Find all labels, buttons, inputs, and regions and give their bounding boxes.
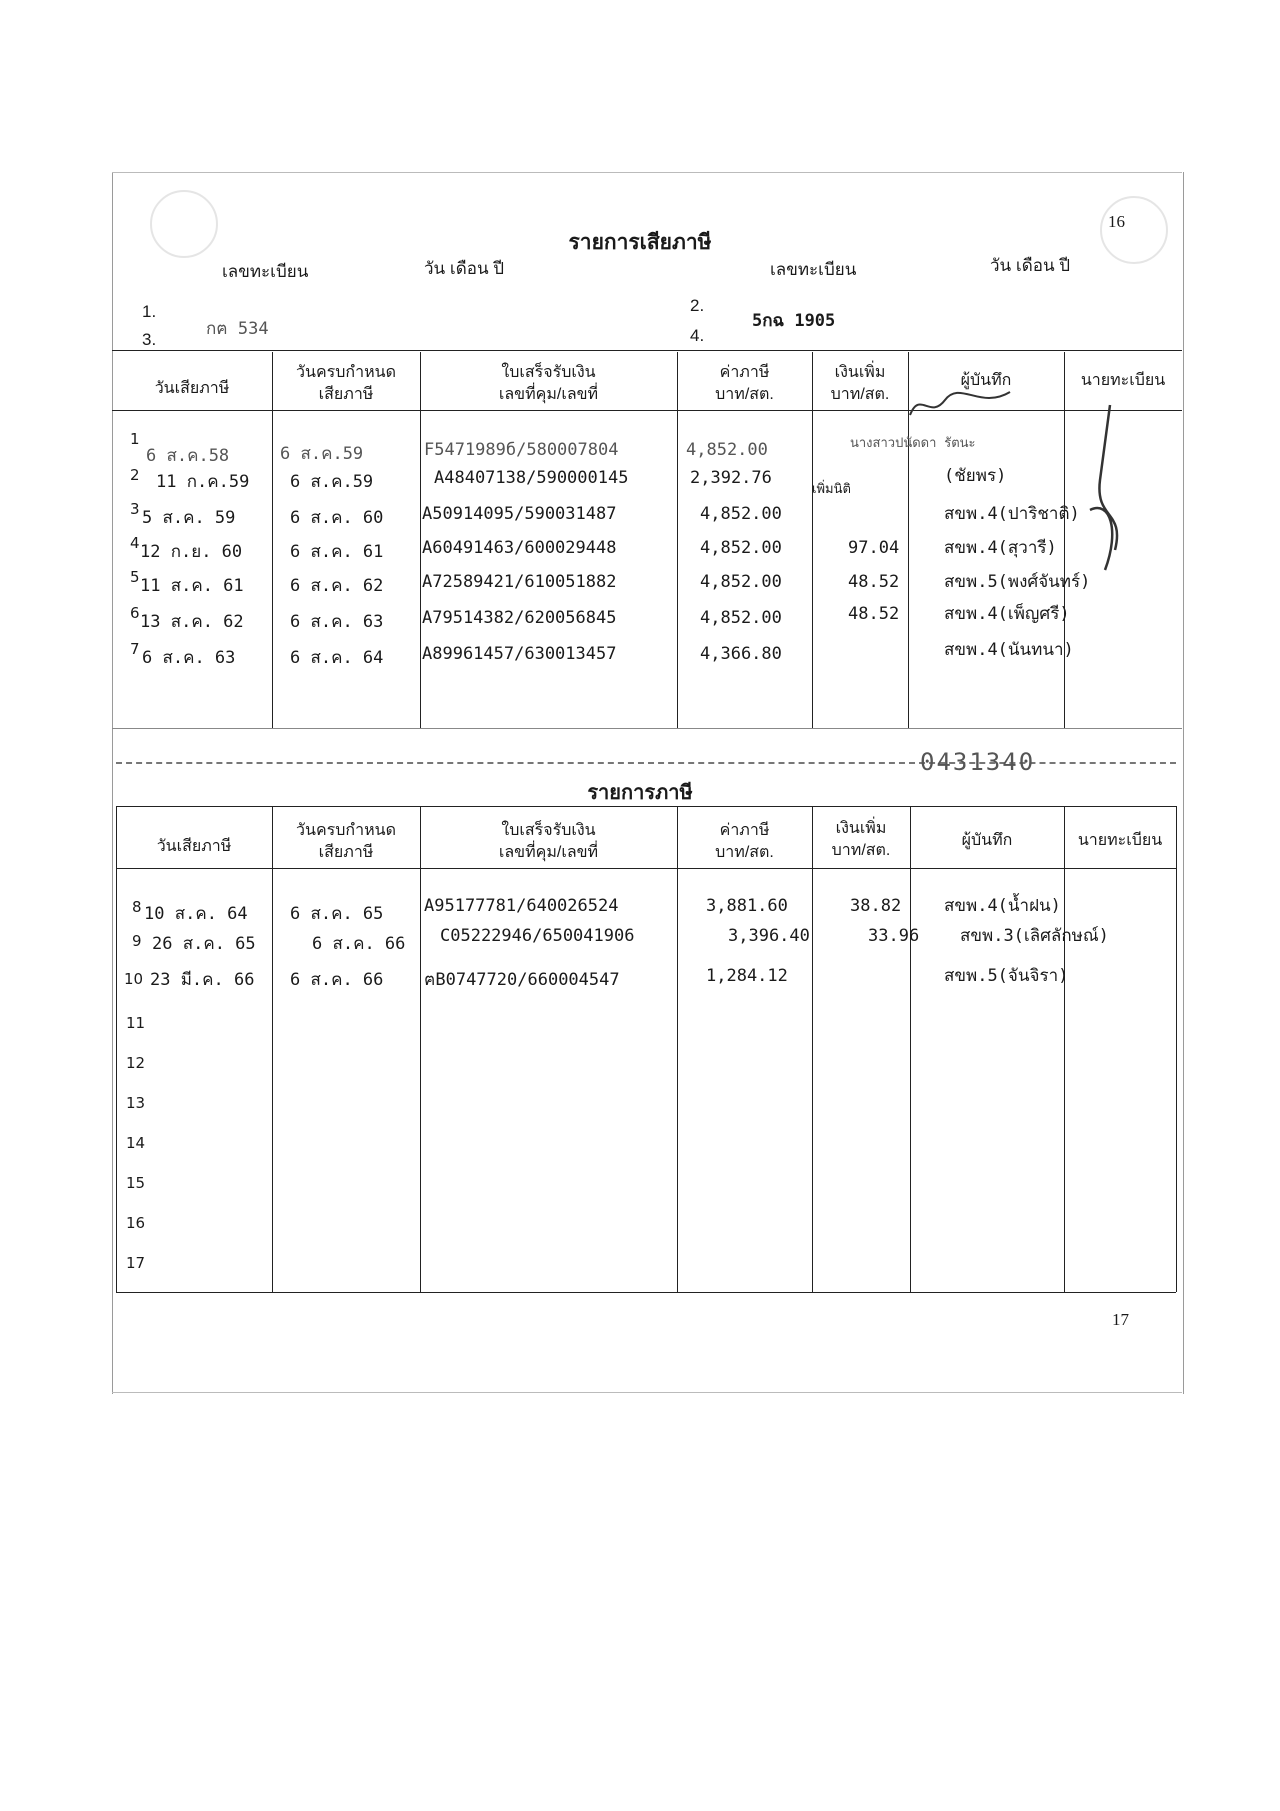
row-number: 6 — [130, 604, 140, 622]
plate-no-4: 4. — [690, 326, 705, 345]
header-surcharge-2: เงินเพิ่ม บาท/สต. — [831, 820, 891, 859]
signature-mark — [900, 380, 1020, 430]
table1-col-divider — [272, 352, 273, 728]
row-number: 12 — [126, 1054, 146, 1072]
plate-no-1: 1. — [142, 302, 157, 321]
receipt-cell: A60491463/600029448 — [422, 538, 617, 558]
left-date-label: วัน เดือน ปี — [424, 259, 505, 278]
plate-no-2: 2. — [690, 296, 705, 315]
header-registrar: นายทะเบียน — [1080, 372, 1166, 389]
header-tax-2: ค่าภาษี บาท/สต. — [715, 822, 774, 861]
due-date-cell: 6 ส.ค. 66 — [290, 970, 384, 990]
table2-left-border — [116, 806, 117, 1292]
header-tax: ค่าภาษี บาท/สต. — [715, 364, 774, 403]
receipt-cell: F5471989б/580007804 — [424, 440, 619, 460]
pay-date-cell: 12 ก.ย. 60 — [140, 542, 243, 562]
tax-cell: 3,881.60 — [706, 896, 788, 916]
surcharge-cell: 97.04 — [848, 538, 900, 558]
header-registrar-2: นายทะเบียน — [1077, 832, 1163, 849]
row-number: 1 — [130, 430, 140, 448]
pay-date-cell: 5 ส.ค. 59 — [142, 508, 236, 528]
row-number: 5 — [130, 568, 140, 586]
header-pay-date: วันเสียภาษี — [154, 380, 230, 397]
right-reg-label: เลขทะเบียน — [770, 260, 857, 279]
pay-date-cell: 6 ส.ค.58 — [146, 446, 230, 466]
tax-list-title-2: รายการภาษี — [587, 782, 693, 804]
row-number: 13 — [126, 1094, 146, 1112]
recorder-cell: สขพ.5(จันจิรา) — [944, 966, 1069, 986]
due-date-cell: 6 ส.ค. 64 — [290, 648, 384, 668]
page-number-top: 16 — [1108, 212, 1125, 231]
table2-col-divider — [420, 806, 421, 1292]
page-number-bottom: 17 — [1112, 1310, 1129, 1329]
tax-cell: 4,366.80 — [700, 644, 782, 664]
row-number: 8 — [132, 898, 142, 916]
recorder-cell: สขพ.4(สุวารี) — [944, 538, 1057, 558]
row-number: 3 — [130, 500, 140, 518]
table1-col-divider — [420, 352, 421, 728]
table2-col-divider — [677, 806, 678, 1292]
tax-cell: 4,852.00 — [700, 538, 782, 558]
tax-cell: 2,392.76 — [690, 468, 772, 488]
due-date-cell: 6 ส.ค.59 — [280, 444, 364, 464]
perforation-number: 0431340 — [920, 748, 1036, 776]
row-number: 17 — [126, 1254, 146, 1272]
tax-cell: 3,396.40 — [728, 926, 810, 946]
table1-col-divider — [1064, 352, 1065, 728]
recorder-cell: สขพ.4(ปาริชาติ) — [944, 504, 1080, 524]
seal-watermark — [150, 190, 218, 258]
receipt-cell: A95177781/640026524 — [424, 896, 619, 916]
table2-top-border — [116, 806, 1176, 807]
table2-right-border — [1176, 806, 1177, 1292]
header-receipt-2: ใบเสร็จรับเงิน เลขที่คุม/เลขที่ — [498, 822, 599, 861]
surcharge-cell: 38.82 — [850, 896, 902, 916]
due-date-cell: 6 ส.ค. 63 — [290, 612, 384, 632]
pay-date-cell: 6 ส.ค. 63 — [142, 648, 236, 668]
surcharge-cell: 33.96 — [868, 926, 920, 946]
recorder-cell: (ชัยพร) — [944, 466, 1007, 486]
tax-cell: 4,852.00 — [700, 572, 782, 592]
surcharge-cell: เพิ่มนิติ — [812, 482, 851, 497]
receipt-cell: ฅB0747720/660004547 — [424, 970, 620, 990]
tax-list-title: รายการเสียภาษี — [568, 231, 712, 254]
recorder-cell: สขพ.4(น้ำฝน) — [944, 896, 1061, 916]
due-date-cell: 6 ส.ค. 62 — [290, 576, 384, 596]
pay-date-cell: 11 ก.ค.59 — [156, 472, 250, 492]
left-reg-label: เลขทะเบียน — [222, 262, 309, 281]
header-due-date: วันครบกำหนด เสียภาษี — [296, 364, 396, 403]
table1-top-border — [112, 350, 1182, 351]
header-due-date-2: วันครบกำหนด เสียภาษี — [296, 822, 396, 861]
sheet-bottom-edge — [112, 1392, 1182, 1393]
table1-col-divider — [677, 352, 678, 728]
pay-date-cell: 10 ส.ค. 64 — [144, 904, 248, 924]
header-recorder: ผู้บันทึก — [960, 372, 1012, 389]
row-number: 15 — [126, 1174, 146, 1192]
header-pay-date-2: วันเสียภาษี — [156, 838, 232, 855]
row-number: 7 — [130, 640, 140, 658]
recorder-cell: สขพ.4(นันทนา) — [944, 640, 1074, 660]
table2-header-border — [116, 868, 1176, 869]
plate-no-3: 3. — [142, 330, 157, 349]
table2-col-divider — [272, 806, 273, 1292]
receipt-cell: A79514382/620056845 — [422, 608, 617, 628]
recorder-cell: นางสาวปนัดดา รัตนะ — [850, 436, 976, 451]
surcharge-cell: 48.52 — [848, 572, 900, 592]
row-number: 2 — [130, 466, 140, 484]
row-number: 14 — [126, 1134, 146, 1152]
pay-date-cell: 13 ส.ค. 62 — [140, 612, 244, 632]
due-date-cell: 6 ส.ค. 60 — [290, 508, 384, 528]
table1-col-divider — [812, 352, 813, 728]
receipt-cell: A89961457/630013457 — [422, 644, 617, 664]
table2-col-divider — [910, 806, 911, 1292]
table2-bottom-border — [116, 1292, 1176, 1293]
header-recorder-2: ผู้บันทึก — [961, 832, 1013, 849]
pay-date-cell: 23 มี.ค. 66 — [150, 970, 255, 990]
row-number: 16 — [126, 1214, 146, 1232]
recorder-cell: สขพ.3(เลิศลักษณ์) — [960, 926, 1109, 946]
table2-col-divider — [1064, 806, 1065, 1292]
right-date-label: วัน เดือน ปี — [990, 256, 1071, 275]
row-number: 4 — [130, 534, 140, 552]
plate-value-1: กฅ 534 — [206, 319, 269, 339]
plate-value-2: 5กฉ 1905 — [752, 311, 836, 331]
registrar-signature-mark — [1080, 400, 1140, 580]
tax-cell: 4,852.00 — [686, 440, 768, 460]
tax-cell: 4,852.00 — [700, 608, 782, 628]
due-date-cell: 6 ส.ค. 66 — [312, 934, 406, 954]
table2-col-divider — [812, 806, 813, 1292]
recorder-cell: สขพ.5(พงศ์จันทร์) — [944, 572, 1091, 592]
sheet-top-edge — [112, 172, 1182, 173]
receipt-cell: C05222946/650041906 — [440, 926, 635, 946]
receipt-cell: A48407138/590000145 — [434, 468, 629, 488]
row-number: 10 — [124, 970, 144, 988]
due-date-cell: 6 ส.ค. 61 — [290, 542, 384, 562]
header-receipt: ใบเสร็จรับเงิน เลขที่คุม/เลขที่ — [498, 364, 599, 403]
row-number: 9 — [132, 932, 142, 950]
pay-date-cell: 11 ส.ค. 61 — [140, 576, 244, 596]
table1-bottom-border — [112, 728, 1182, 729]
header-surcharge: เงินเพิ่ม บาท/สต. — [830, 364, 890, 403]
surcharge-cell: 48.52 — [848, 604, 900, 624]
tax-cell: 1,284.12 — [706, 966, 788, 986]
recorder-cell: สขพ.4(เพ็ญศรี) — [944, 604, 1070, 624]
pay-date-cell: 26 ส.ค. 65 — [152, 934, 256, 954]
receipt-cell: A50914095/590031487 — [422, 504, 617, 524]
tax-cell: 4,852.00 — [700, 504, 782, 524]
due-date-cell: 6 ส.ค.59 — [290, 472, 374, 492]
due-date-cell: 6 ส.ค. 65 — [290, 904, 384, 924]
row-number: 11 — [126, 1014, 146, 1032]
receipt-cell: A72589421/610051882 — [422, 572, 617, 592]
